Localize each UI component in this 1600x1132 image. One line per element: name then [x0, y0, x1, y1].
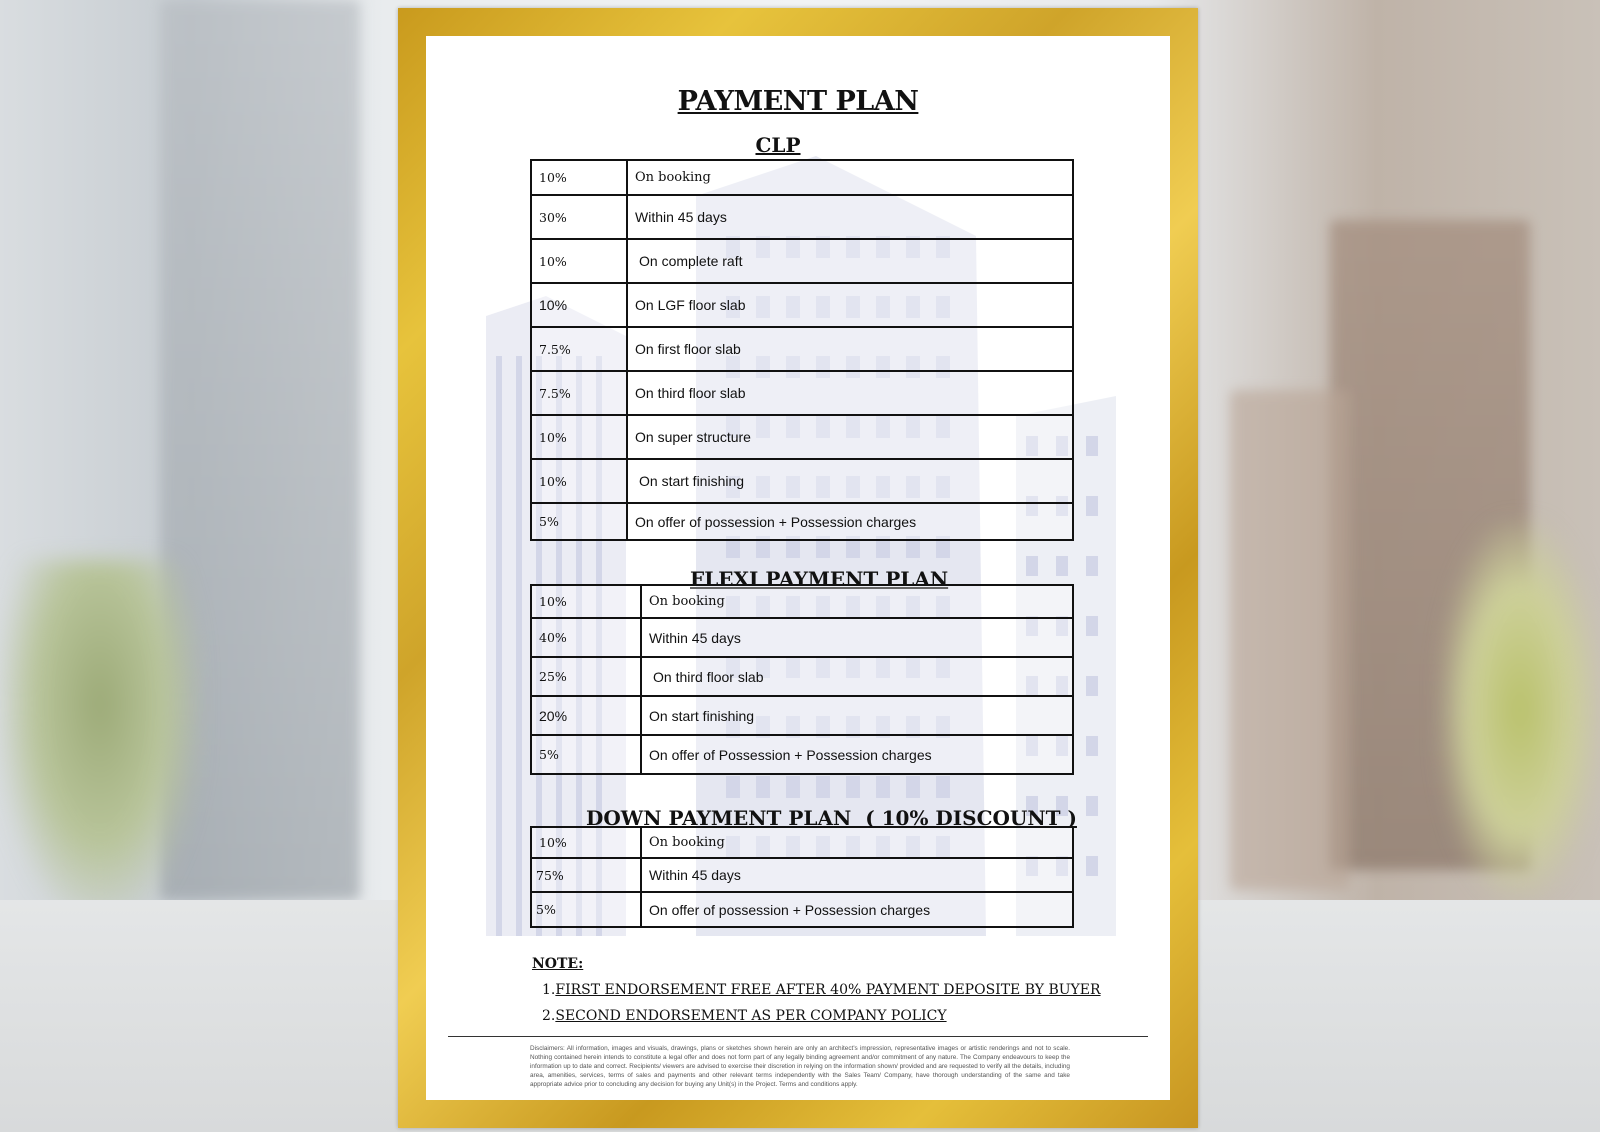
- note-number: 1.: [542, 982, 556, 998]
- milestone-cell: On complete raft: [627, 239, 1073, 283]
- milestone-cell: On start finishing: [641, 696, 1073, 735]
- table-row: [531, 327, 1073, 371]
- percent-cell: 30%: [531, 195, 627, 239]
- percent-cell: 5%: [531, 503, 627, 540]
- payment-plan-sheet: [426, 36, 1170, 1100]
- background-trees-right: [1440, 520, 1600, 900]
- table-row: [531, 735, 1073, 774]
- percent-cell: 10%: [531, 585, 641, 618]
- percent-cell: 10%: [531, 160, 627, 195]
- percent-cell: 10%: [531, 239, 627, 283]
- table-row: [531, 195, 1073, 239]
- flexi-plan-table: [530, 584, 1074, 775]
- percent-cell: 10%: [531, 415, 627, 459]
- milestone-cell: On booking: [641, 585, 1073, 618]
- table-row: [531, 371, 1073, 415]
- note-item: [542, 982, 1101, 998]
- clp-plan-table: [530, 159, 1074, 541]
- disclaimer-text: Disclaimers: All information, images and visuals, drawings, plans or sketches shown herein are only an architect's impression, representative images or artistic renderings and not to scale. Nothing contained herein intends to constitute a legal offer and does not form part of any legally binding agreement and/or commitment of any nature. The Company endeavours to keep the information up to date and correct. Recipients/ viewers are advised to exercise their discretion in relying on the information shown/ provided and are requested to verify all the details, including area, amenities, services, terms of sales and payments and other relevant terms independently with the Sales Team/ Company, have thorough understanding of the same and take appropriate advice prior to concluding any decision for buying any Unit(s) in the Project. Terms and conditions apply.: [530, 1045, 1070, 1088]
- background-building-right-small: [1230, 390, 1350, 890]
- percent-cell: 20%: [531, 696, 641, 735]
- background-trees-left: [0, 560, 200, 920]
- table-row: [531, 585, 1073, 618]
- percent-cell: 75%: [531, 858, 641, 892]
- percent-cell: 7.5%: [531, 327, 627, 371]
- footer-divider: [448, 1036, 1148, 1037]
- milestone-cell: On offer of Possession + Possession charges: [641, 735, 1073, 774]
- table-row: [531, 503, 1073, 540]
- discount-label: ( 10% DISCOUNT ): [865, 806, 1077, 830]
- milestone-cell: On third floor slab: [627, 371, 1073, 415]
- table-row: [531, 160, 1073, 195]
- table-row: [531, 858, 1073, 892]
- flexi-plan-title: FLEXI PAYMENT PLAN: [690, 567, 949, 591]
- table-row: [531, 827, 1073, 858]
- note-text: SECOND ENDORSEMENT AS PER COMPANY POLICY: [555, 1008, 947, 1024]
- milestone-cell: On super structure: [627, 415, 1073, 459]
- milestone-cell: Within 45 days: [627, 195, 1073, 239]
- note-number: 2.: [542, 1008, 556, 1024]
- table-row: [531, 618, 1073, 657]
- milestone-cell: Within 45 days: [641, 858, 1073, 892]
- down-plan-table: [530, 826, 1074, 928]
- milestone-cell: On booking: [627, 160, 1073, 195]
- table-row: [531, 283, 1073, 327]
- percent-cell: 5%: [531, 735, 641, 774]
- milestone-cell: On offer of possession + Possession charges: [641, 892, 1073, 927]
- milestone-cell: On start finishing: [627, 459, 1073, 503]
- percent-cell: 10%: [531, 283, 627, 327]
- milestone-cell: On third floor slab: [641, 657, 1073, 696]
- milestone-cell: On offer of possession + Possession charges: [627, 503, 1073, 540]
- percent-cell: 5%: [531, 892, 641, 927]
- note-text: FIRST ENDORSEMENT FREE AFTER 40% PAYMENT DEPOSITE BY BUYER: [555, 982, 1101, 998]
- table-row: [531, 696, 1073, 735]
- milestone-cell: On LGF floor slab: [627, 283, 1073, 327]
- milestone-cell: On booking: [641, 827, 1073, 858]
- milestone-cell: Within 45 days: [641, 618, 1073, 657]
- page-title: PAYMENT PLAN: [677, 86, 919, 117]
- note-title: NOTE:: [532, 956, 584, 972]
- table-row: [531, 459, 1073, 503]
- clp-subtitle: CLP: [755, 133, 801, 157]
- percent-cell: 40%: [531, 618, 641, 657]
- down-plan-title-text: DOWN PAYMENT PLAN: [586, 806, 852, 830]
- milestone-cell: On first floor slab: [627, 327, 1073, 371]
- note-item: [542, 1008, 947, 1024]
- table-row: [531, 239, 1073, 283]
- table-row: [531, 415, 1073, 459]
- table-row: [531, 657, 1073, 696]
- percent-cell: 25%: [531, 657, 641, 696]
- percent-cell: 10%: [531, 827, 641, 858]
- percent-cell: 7.5%: [531, 371, 627, 415]
- table-row: [531, 892, 1073, 927]
- percent-cell: 10%: [531, 459, 627, 503]
- gold-frame: [398, 8, 1198, 1128]
